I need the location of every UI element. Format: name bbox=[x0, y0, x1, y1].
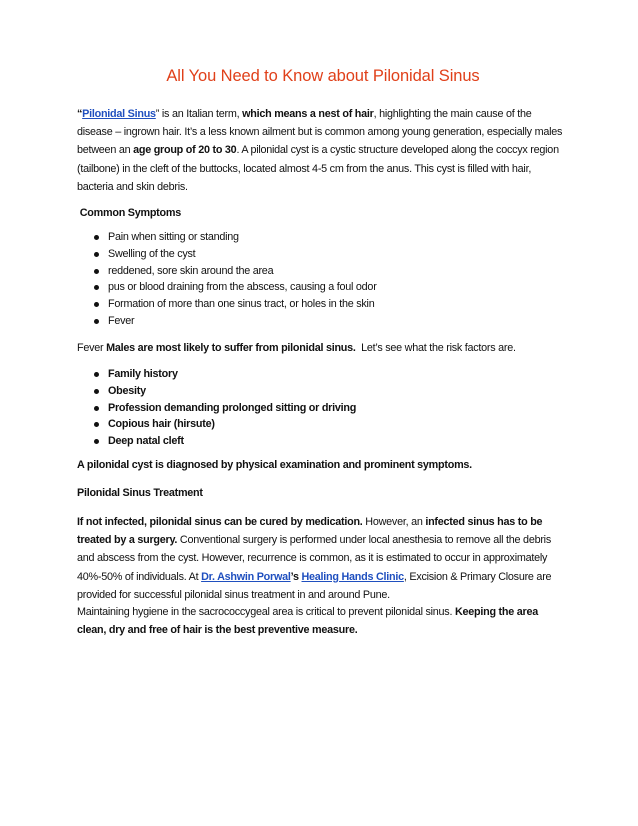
symptoms-list bbox=[77, 229, 547, 330]
bullet-icon bbox=[94, 252, 99, 257]
list-item: Family history bbox=[77, 366, 547, 383]
list-item: Obesity bbox=[77, 383, 547, 400]
bullet-icon bbox=[94, 319, 99, 324]
intro-text-3: . A pilonidal cyst is a cystic structure developed along the coccyx region (tailbone) in the cleft of the buttocks, located almost 4-5 cm from the anus. This cyst is filled with hair, bacteria and skin debris. bbox=[77, 144, 559, 193]
list-item: Deep natal cleft bbox=[77, 433, 547, 450]
list-item: pus or blood draining from the abscess, causing a foul odor bbox=[77, 279, 547, 296]
bullet-icon bbox=[94, 302, 99, 307]
symptoms-heading: Common Symptoms bbox=[79, 207, 181, 219]
clinic-link[interactable]: Healing Hands Clinic bbox=[301, 570, 404, 583]
bullet-icon bbox=[94, 406, 99, 411]
list-item: Copious hair (hirsute) bbox=[77, 416, 547, 433]
risk-factors-list bbox=[77, 366, 547, 450]
list-item: Formation of more than one sinus tract, or holes in the skin bbox=[77, 296, 547, 313]
list-item: reddened, sore skin around the area bbox=[77, 263, 547, 280]
risk-bold: Males are most likely to suffer from pilonidal sinus. bbox=[106, 342, 356, 354]
bullet-icon bbox=[94, 269, 99, 274]
bullet-icon bbox=[94, 439, 99, 444]
treatment-bold-1: If not infected, pilonidal sinus can be cured by medication. bbox=[77, 516, 363, 528]
doctor-link[interactable]: Dr. Ashwin Porwal bbox=[201, 570, 291, 583]
bullet-icon bbox=[94, 389, 99, 394]
list-item: Swelling of the cyst bbox=[77, 246, 547, 263]
intro-paragraph bbox=[77, 105, 569, 196]
intro-bold-2: age group of 20 to 30 bbox=[133, 144, 237, 157]
pilonidal-sinus-link[interactable]: Pilonidal Sinus bbox=[82, 108, 156, 120]
bullet-icon bbox=[94, 422, 99, 427]
bullet-icon bbox=[94, 372, 99, 377]
treatment-bold-2: infected sinus has to be treated by a surgery. bbox=[77, 516, 543, 547]
list-item: Fever bbox=[77, 313, 547, 330]
list-item: Profession demanding prolonged sitting or driving bbox=[77, 400, 547, 417]
treatment-heading: Pilonidal Sinus Treatment bbox=[77, 487, 203, 499]
intro-text-1: ” is an Italian term, bbox=[155, 108, 243, 120]
prevention-paragraph: Maintaining hygiene in the sacrococcygeal area is critical to prevent pilonidal sinus. Keeping the area clean, dry and free of hair is the best preventive measure. bbox=[77, 606, 538, 637]
list-item: Pain when sitting or standing bbox=[77, 229, 547, 246]
risk-intro: Fever Males are most likely to suffer from pilonidal sinus. Let’s see what the risk factors are. bbox=[77, 342, 516, 354]
treatment-paragraph: If not infected, pilonidal sinus can be cured by medication. However, an infected sinus has to be treated by a surgery. Conventional surgery is performed under local anesthesia to remove all the debris and abscess from the cyst. However, recurrence is common, as it is estimated to occur in approximately 40%-50% of individuals. At Dr. Ashwin Porwal’s Healing Hands Clinic, Excision & Primary Closure are provided for successful pilonidal sinus treatment in and around Pune. bbox=[77, 516, 552, 601]
prevention-bold: Keeping the area clean, dry and free of hair is the best preventive measure. bbox=[77, 606, 538, 637]
bullet-icon bbox=[94, 235, 99, 240]
intro-text-2: , highlighting the main cause of the disease – ingrown hair. It’s a less known ailment but is common among young generation, especially males between an bbox=[77, 108, 563, 157]
open-quote: “ bbox=[77, 108, 83, 120]
intro-bold-1: which means a nest of hair bbox=[242, 108, 374, 120]
page-title: All You Need to Know about Pilonidal Sinus bbox=[166, 67, 480, 85]
diagnosis-paragraph: A pilonidal cyst is diagnosed by physical examination and prominent symptoms. bbox=[77, 459, 472, 471]
bullet-icon bbox=[94, 285, 99, 290]
